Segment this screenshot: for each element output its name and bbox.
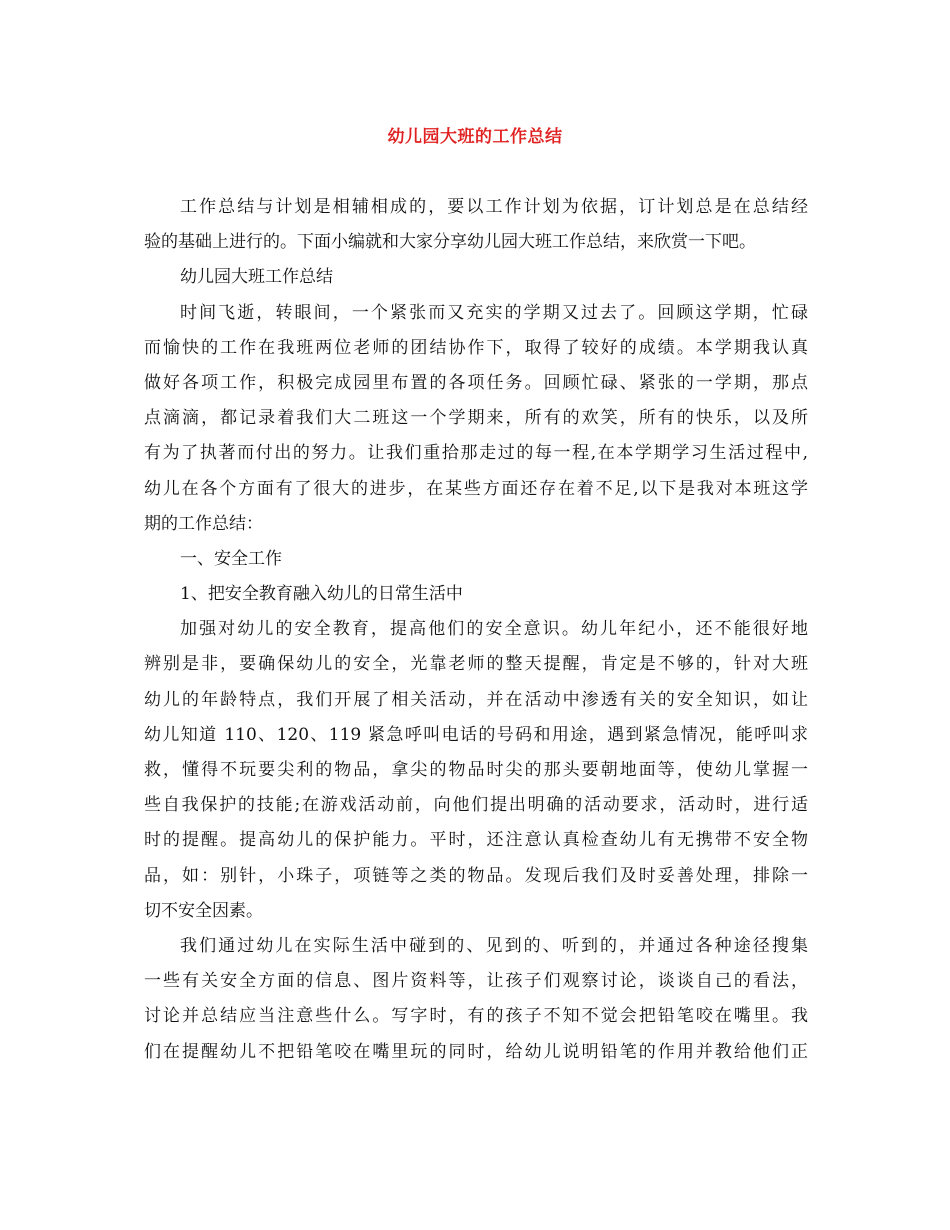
text-line: 幼儿在各个方面有了很大的进步，在某些方面还存在着不足,以下是我对本班这学 [144,478,808,499]
text-line: 时的提醒。提高幼儿的保护能力。平时，还注意认真检查幼儿有无携带不安全物 [144,830,808,851]
text-line: 验的基础上进行的。下面小编就和大家分享幼儿园大班工作总结，来欣赏一下吧。 [144,232,756,253]
text-line: 1、把安全教育融入幼儿的日常生活中 [180,584,463,605]
text-line: 一些有关安全方面的信息、图片资料等，让孩子们观察讨论，谈谈自己的看法， [144,971,808,992]
text-line: 些自我保护的技能;在游戏活动前，向他们提出明确的活动要求，活动时，进行适 [144,795,808,816]
text-line: 工作总结与计划是相辅相成的，要以工作计划为依据，订计划总是在总结经 [180,197,808,217]
text-line: 有为了执著而付出的努力。让我们重拾那走过的每一程,在本学期学习生活过程中, [144,443,808,464]
text-line: 时间飞逝，转眼间，一个紧张而又充实的学期又过去了。回顾这学期，忙碌 [180,302,808,323]
text-line: 讨论并总结应当注意些什么。写字时，有的孩子不知不觉会把铅笔咬在嘴里。我 [144,1006,808,1027]
text-line: 而愉快的工作在我班两位老师的团结协作下，取得了较好的成绩。本学期我认真 [144,337,808,358]
document-body [144,190,808,1070]
text-line: 救，懂得不玩要尖利的物品，拿尖的物品时尖的那头要朝地面等，使幼儿掌握一 [144,760,808,780]
text-line: 我们通过幼儿在实际生活中碰到的、见到的、听到的，并通过各种途径搜集 [180,935,808,956]
text-line: 幼儿知道 110、120、119 紧急呼叫电话的号码和用途，遇到紧急情况，能呼叫求 [144,724,808,745]
text-line: 辨别是非，要确保幼儿的安全，光靠老师的整天提醒，肯定是不够的，针对大班 [144,654,808,675]
text-line: 期的工作总结： [144,513,263,534]
text-line: 点滴滴，都记录着我们大二班这一个学期来，所有的欢笑，所有的快乐，以及所 [144,408,808,429]
text-line: 幼儿园大班工作总结 [180,267,333,288]
text-line: 一、安全工作 [180,548,282,569]
text-line: 们在提醒幼儿不把铅笔咬在嘴里玩的同时，给幼儿说明铅笔的作用并教给他们正 [144,1041,808,1062]
text-line: 品，如：别针，小珠子，项链等之类的物品。发现后我们及时妥善处理，排除一 [144,865,808,886]
text-line: 幼儿的年龄特点，我们开展了相关活动，并在活动中渗透有关的安全知识，如让 [144,689,808,710]
text-line: 切不安全因素。 [144,900,263,921]
text-line: 加强对幼儿的安全教育，提高他们的安全意识。幼儿年纪小，还不能很好地 [180,619,808,640]
document-title: 幼儿园大班的工作总结 [387,127,563,147]
text-line: 做好各项工作，积极完成园里布置的各项任务。回顾忙碌、紧张的一学期，那点 [144,372,808,393]
